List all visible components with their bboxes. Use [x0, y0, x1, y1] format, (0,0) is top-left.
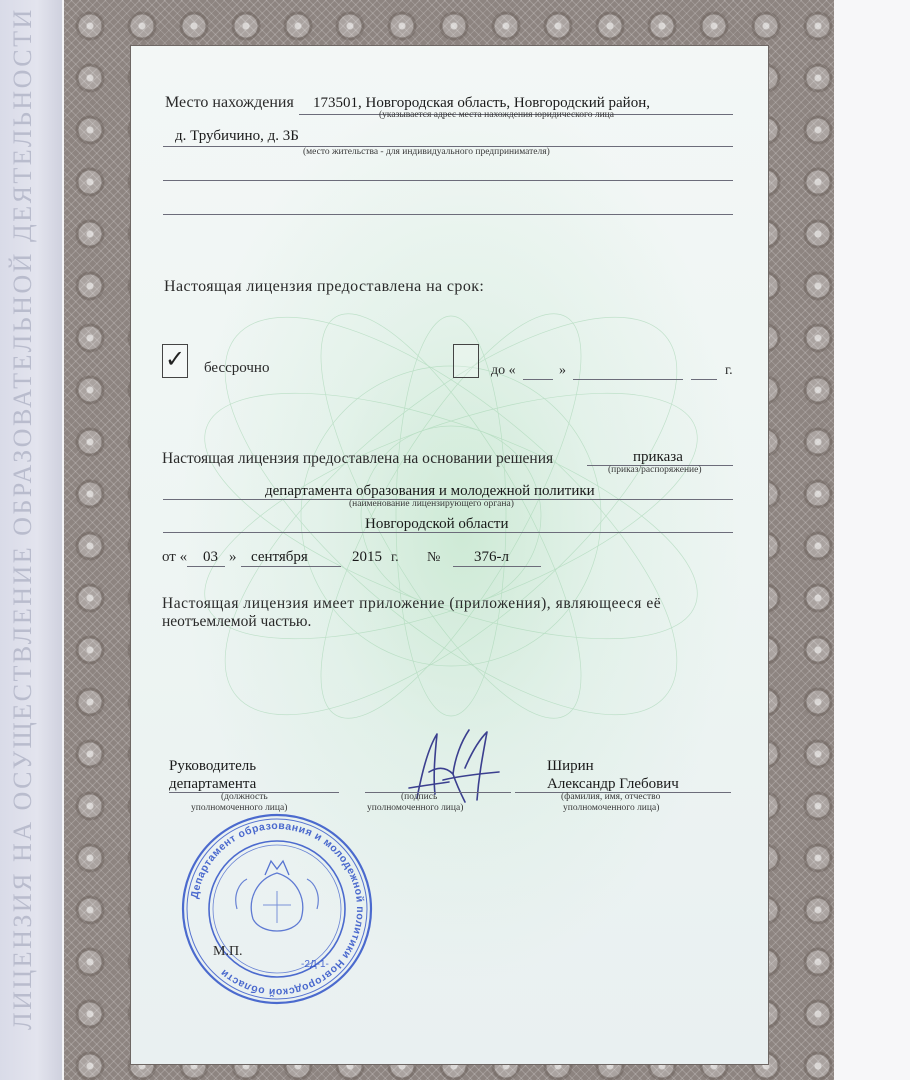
- until-suffix: г.: [725, 363, 733, 378]
- location-label: Место нахождения: [165, 94, 294, 111]
- position-line-2: департамента: [169, 776, 257, 792]
- side-strip: [0, 0, 62, 1080]
- until-prefix: до «: [491, 363, 516, 378]
- position-hint-2: уполномоченного лица): [191, 803, 288, 813]
- location-value-line2: д. Трубичино, д. 3Б: [175, 128, 299, 144]
- signature-hint-1: (подпись: [401, 792, 438, 802]
- location-hint-1: (указывается адрес места нахождения юридического лица: [379, 110, 614, 120]
- until-quote: »: [559, 363, 566, 378]
- license-page: [131, 46, 768, 1064]
- decision-number: 376-л: [474, 549, 509, 565]
- number-sign: №: [427, 550, 441, 565]
- position-line-1: Руководитель: [169, 758, 257, 774]
- decision-month: сентября: [251, 549, 308, 565]
- checkmark-icon: ✓: [165, 347, 186, 373]
- number-rule: [453, 566, 541, 567]
- location-rule-3: [163, 180, 733, 181]
- stamp-label: М.П.: [213, 944, 243, 959]
- month-rule: [241, 566, 341, 567]
- name-hint-2: уполномоченного лица): [563, 803, 660, 813]
- indefinite-checkbox[interactable]: [162, 344, 188, 378]
- seal-bottom-code: -2Д-1-: [301, 959, 329, 970]
- signature-rule: [365, 792, 511, 793]
- location-hint-2: (место жительства - для индивидуального предпринимателя): [303, 147, 550, 157]
- appendix-line-2: неотъемлемой частью.: [162, 613, 312, 630]
- side-title: ЛИЦЕНЗИЯ НА ОСУЩЕСТВЛЕНИЕ ОБРАЗОВАТЕЛЬНОЙ ДЕЯТЕЛЬНОСТИ: [8, 7, 37, 1030]
- day-rule: [187, 566, 225, 567]
- position-hint-1: (должность: [221, 792, 268, 802]
- decision-hint: (приказ/распоряжение): [608, 465, 702, 475]
- right-margin: [834, 0, 910, 1080]
- decision-type: приказа: [633, 449, 683, 465]
- location-value-line1: 173501, Новгородская область, Новгородский район,: [313, 95, 650, 111]
- day-close: »: [229, 549, 237, 565]
- date-prefix: от «: [162, 549, 188, 565]
- decision-year: 2015: [352, 549, 382, 565]
- appendix-line-1: Настоящая лицензия имеет приложение (приложения), являющееся её: [162, 595, 662, 612]
- signature-hint-2: уполномоченного лица): [367, 803, 464, 813]
- basis-statement: Настоящая лицензия предоставлена на основании решения: [162, 450, 554, 467]
- authority-region: Новгородской области: [365, 516, 509, 532]
- authority-name: департамента образования и молодежной политики: [265, 483, 595, 499]
- until-year-rule: [691, 379, 717, 380]
- name-line-2: Александр Глебович: [547, 776, 679, 792]
- until-day-rule: [523, 379, 553, 380]
- year-suffix: г.: [391, 550, 399, 565]
- until-month-rule: [573, 379, 683, 380]
- region-rule: [163, 532, 733, 533]
- seal-text: Департамент образования и молодежной политики Новгородской области: [188, 819, 367, 999]
- authority-hint: (наименование лицензирующего органа): [349, 499, 514, 509]
- name-line-1: Ширин: [547, 758, 594, 774]
- official-seal: [177, 809, 377, 1005]
- until-checkbox[interactable]: [453, 344, 479, 378]
- term-statement: Настоящая лицензия предоставлена на срок:: [164, 278, 485, 295]
- location-rule-4: [163, 214, 733, 215]
- name-hint-1: (фамилия, имя, отчество: [561, 792, 661, 802]
- decision-day: 03: [203, 549, 218, 565]
- indefinite-label: бессрочно: [204, 360, 270, 376]
